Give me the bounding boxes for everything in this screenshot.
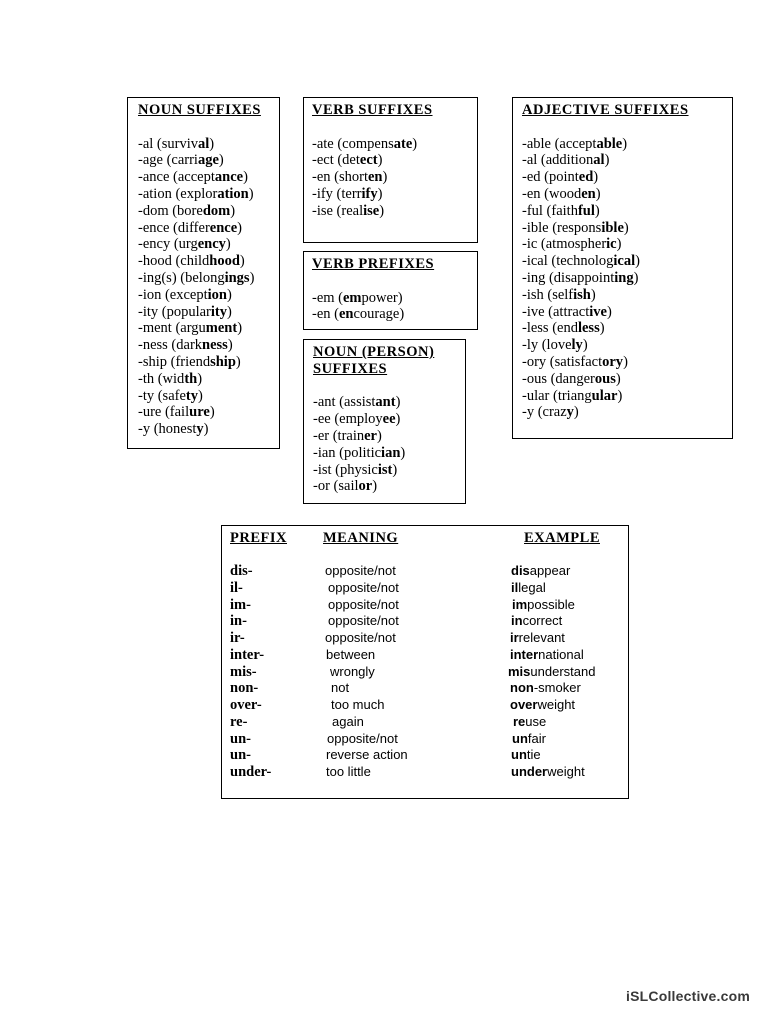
example-prefix-highlight: non: [510, 680, 534, 696]
item-text: ): [209, 135, 215, 152]
verb-prefixes-list: [312, 290, 477, 324]
table-row: [222, 697, 628, 714]
affix-highlight: ance: [214, 169, 244, 186]
meaning-cell: opposite/not: [325, 630, 396, 646]
example-rest: national: [538, 646, 584, 662]
affix-highlight: dom: [202, 202, 231, 219]
example-prefix-highlight: im: [512, 596, 528, 612]
example-cell: [510, 647, 584, 664]
item-text: -ness (dark: [138, 337, 203, 354]
prefix-cell: ir-: [230, 630, 245, 647]
list-item: [138, 152, 279, 169]
verb-prefixes-title: VERB PREFIXES: [312, 256, 435, 272]
item-text: -ee (employ: [313, 411, 383, 428]
item-text: -ion (except: [138, 286, 208, 303]
prefix-cell: inter-: [230, 646, 265, 663]
affix-highlight: ship: [210, 353, 236, 370]
meaning-cell: opposite/not: [328, 596, 399, 612]
item-text: ): [400, 444, 406, 461]
example-cell: [510, 630, 565, 647]
header-example: EXAMPLE: [524, 529, 600, 546]
example-cell: [508, 664, 595, 681]
item-text: ): [594, 202, 600, 219]
affix-highlight: ant: [375, 394, 396, 411]
example-prefix-highlight: dis: [511, 563, 530, 579]
affix-highlight: ive: [589, 303, 607, 320]
list-item: [138, 270, 279, 287]
affix-highlight: en: [581, 185, 596, 202]
meaning-cell: again: [332, 713, 364, 729]
example-cell: [513, 714, 546, 731]
affix-highlight: er: [364, 427, 377, 444]
affix-highlight: ory: [602, 353, 624, 370]
list-item: [312, 306, 477, 323]
item-text: -able (accept: [522, 135, 597, 152]
item-text: -ate (compens: [312, 135, 394, 152]
list-item: [312, 290, 477, 307]
prefix-cell: im-: [230, 596, 251, 613]
list-item: [138, 304, 279, 321]
list-item: [138, 421, 279, 438]
table-row: [222, 764, 628, 781]
affix-highlight: hood: [209, 253, 240, 270]
item-text: ): [235, 353, 241, 370]
item-text: -ist (physic: [313, 461, 378, 478]
item-text: -er (train: [313, 427, 365, 444]
affix-highlight: ous: [594, 370, 616, 387]
list-item: [313, 394, 465, 411]
prefix-cell: dis-: [230, 563, 253, 580]
example-cell: [511, 764, 585, 781]
example-prefix-highlight: over: [510, 697, 538, 713]
noun-suffixes-list: [138, 136, 279, 438]
prefix-cell: mis-: [230, 663, 257, 680]
item-text: ): [395, 411, 401, 428]
affix-highlight: en: [338, 306, 354, 323]
item-text: -ory (satisfact: [522, 353, 603, 370]
list-item: [313, 462, 465, 479]
meaning-cell: opposite/not: [327, 730, 398, 746]
item-text: ): [599, 320, 605, 337]
list-item: [522, 136, 732, 153]
list-item: [522, 320, 732, 337]
affix-highlight: ible: [601, 219, 624, 236]
example-rest: weight: [537, 697, 576, 713]
meaning-cell: not: [331, 680, 350, 696]
item-text: ): [197, 370, 203, 387]
item-text: -ive (attract: [522, 303, 590, 320]
adjective-suffixes-box: [512, 97, 733, 439]
list-item: [522, 354, 732, 371]
item-text: ): [248, 185, 254, 202]
prefix-cell: under-: [230, 764, 272, 781]
affix-highlight: al: [198, 135, 210, 152]
noun-person-suffixes-title: NOUN (PERSON) SUFFIXES: [313, 344, 435, 377]
noun-person-suffixes-list: [313, 394, 465, 495]
item-text: ): [606, 303, 612, 320]
list-item: [522, 337, 732, 354]
item-text: -ise (real: [312, 202, 364, 219]
list-item: [522, 304, 732, 321]
item-text: ): [237, 219, 242, 236]
table-row: [222, 731, 628, 748]
affix-highlight: ty: [185, 387, 198, 404]
table-row: [222, 747, 628, 764]
affix-highlight: ency: [197, 236, 226, 253]
prefix-table-body: [222, 563, 628, 781]
item-text: ): [203, 421, 209, 438]
item-text: ): [623, 219, 629, 236]
table-row: [222, 714, 628, 731]
item-text: ): [218, 152, 224, 169]
affix-highlight: ian: [381, 444, 401, 461]
list-item: [522, 169, 732, 186]
prefix-cell: il-: [230, 579, 243, 596]
meaning-cell: reverse action: [326, 747, 408, 763]
list-item: [313, 411, 465, 428]
item-text: -ment (argu: [138, 320, 206, 337]
list-item: [522, 388, 732, 405]
item-text: ): [617, 387, 623, 404]
affix-highlight: ect: [359, 152, 378, 169]
item-text: -hood (child: [138, 253, 210, 270]
list-item: [522, 236, 732, 253]
list-item: [312, 169, 477, 186]
verb-suffixes-list: [312, 136, 477, 220]
item-text: -ed (point: [522, 169, 579, 186]
example-prefix-highlight: ir: [510, 630, 519, 646]
list-item: [138, 287, 279, 304]
verb-prefixes-box: [303, 251, 478, 330]
list-item: [138, 337, 279, 354]
example-cell: [511, 613, 562, 630]
list-item: [312, 152, 477, 169]
list-item: [313, 478, 465, 495]
adjective-suffixes-list: [522, 136, 732, 422]
affix-highlight: ish: [573, 286, 591, 303]
item-text: -ish (self: [522, 286, 574, 303]
item-text: ): [395, 394, 401, 411]
affix-highlight: en: [367, 169, 383, 186]
list-item: [522, 404, 732, 421]
meaning-cell: opposite/not: [325, 563, 396, 579]
meaning-cell: opposite/not: [328, 613, 399, 629]
item-text: ): [227, 286, 232, 303]
list-item: [522, 203, 732, 220]
item-text: -ty (safe: [138, 387, 186, 404]
affix-highlight: ence: [209, 219, 238, 236]
item-text: ): [243, 169, 248, 186]
item-text: -ly (love: [522, 337, 572, 354]
example-cell: [510, 680, 581, 697]
affix-highlight: em: [343, 289, 362, 306]
affix-highlight: able: [596, 135, 623, 152]
affix-highlight: ise: [363, 202, 380, 219]
item-text: -al (surviv: [138, 135, 198, 152]
verb-suffixes-box: [303, 97, 478, 243]
list-item: [313, 445, 465, 462]
example-rest: appear: [529, 563, 571, 579]
affix-highlight: ity: [210, 303, 227, 320]
example-prefix-highlight: under: [511, 764, 548, 780]
meaning-cell: wrongly: [330, 663, 375, 679]
affix-highlight: ify: [361, 185, 378, 202]
item-text: ): [590, 286, 596, 303]
affix-highlight: ure: [189, 404, 210, 421]
item-text: ): [209, 404, 215, 421]
item-text: -ity (popular: [138, 303, 211, 320]
affix-highlight: or: [358, 478, 373, 495]
item-text: ): [377, 185, 383, 202]
item-text: ): [622, 135, 628, 152]
list-item: [138, 136, 279, 153]
list-item: [522, 253, 732, 270]
item-text: ): [615, 370, 621, 387]
item-text: ): [382, 169, 388, 186]
item-text: ): [392, 461, 398, 478]
item-text: -en (wood: [522, 185, 582, 202]
list-item: [522, 270, 732, 287]
list-item: [522, 287, 732, 304]
item-text: -ian (politic: [313, 444, 382, 461]
item-text: -ing(s) (belong: [138, 269, 225, 286]
affix-highlight: y: [196, 421, 204, 438]
item-text: -or (sail: [313, 478, 359, 495]
item-text: -ic (atmospher: [522, 236, 607, 253]
prefix-cell: non-: [230, 680, 259, 697]
example-cell: [510, 697, 575, 714]
affix-highlight: ed: [578, 169, 594, 186]
affix-highlight: ical: [613, 253, 636, 270]
item-text: -ect (det: [312, 152, 360, 169]
affix-highlight: y: [566, 404, 574, 421]
adjective-suffixes-title: ADJECTIVE SUFFIXES: [522, 102, 689, 118]
list-item: [138, 236, 279, 253]
list-item: [138, 169, 279, 186]
list-item: [138, 404, 279, 421]
table-row: [222, 630, 628, 647]
example-prefix-highlight: re: [513, 713, 526, 729]
list-item: [138, 186, 279, 203]
list-item: [522, 371, 732, 388]
affix-highlight: al: [593, 152, 605, 169]
table-row: [222, 580, 628, 597]
example-prefix-highlight: un: [512, 730, 528, 746]
item-text: ): [595, 185, 601, 202]
list-item: [522, 220, 732, 237]
list-item: [522, 186, 732, 203]
item-text: -ance (accept: [138, 169, 215, 186]
item-text: -ing (disappoint: [522, 269, 615, 286]
affix-highlight: ful: [577, 202, 595, 219]
example-rest: correct: [522, 613, 563, 629]
table-row: [222, 680, 628, 697]
table-row: [222, 597, 628, 614]
list-item: [138, 371, 279, 388]
item-text: ): [249, 269, 255, 286]
item-text: -dom (bore: [138, 202, 203, 219]
example-prefix-highlight: inter: [510, 646, 539, 662]
item-text: power): [361, 289, 403, 306]
example-cell: [511, 747, 541, 764]
example-rest: relevant: [518, 630, 565, 646]
item-text: -less (end: [522, 320, 578, 337]
item-text: -th (wid: [138, 370, 185, 387]
table-row: [222, 563, 628, 580]
header-meaning: MEANING: [323, 529, 399, 546]
item-text: -ship (friend: [138, 353, 211, 370]
list-item: [313, 428, 465, 445]
list-item: [312, 136, 477, 153]
meaning-cell: opposite/not: [328, 579, 399, 595]
item-text: -ency (urg: [138, 236, 198, 253]
affix-highlight: th: [184, 370, 198, 387]
item-text: ): [616, 236, 622, 253]
item-text: ): [635, 253, 640, 270]
affix-highlight: ular: [591, 387, 618, 404]
item-text: -ify (terr: [312, 185, 362, 202]
example-rest: -smoker: [533, 680, 581, 696]
item-text: ): [593, 169, 599, 186]
meaning-cell: between: [326, 646, 376, 662]
table-row: [222, 664, 628, 681]
item-text: ): [412, 135, 418, 152]
item-text: ): [372, 478, 378, 495]
list-item: [312, 186, 477, 203]
item-text: -age (carri: [138, 152, 198, 169]
prefix-cell: re-: [230, 713, 248, 730]
item-text: -ful (faith: [522, 202, 578, 219]
item-text: -ence (differ: [138, 219, 210, 236]
item-text: -ular (triang: [522, 387, 592, 404]
verb-suffixes-title: VERB SUFFIXES: [312, 102, 433, 118]
example-rest: legal: [518, 579, 546, 595]
example-cell: [512, 731, 546, 748]
item-text: -ous (danger: [522, 370, 595, 387]
affix-highlight: ly: [571, 337, 583, 354]
item-text: ): [225, 236, 231, 253]
affix-highlight: ment: [205, 320, 238, 337]
example-prefix-highlight: un: [511, 747, 527, 763]
affix-highlight: ate: [393, 135, 413, 152]
item-text: -ation (explor: [138, 185, 218, 202]
example-cell: [511, 563, 570, 580]
affix-highlight: ion: [207, 286, 227, 303]
item-text: ): [237, 320, 243, 337]
prefix-cell: over-: [230, 697, 262, 714]
example-rest: fair: [527, 730, 546, 746]
item-text: -ure (fail: [138, 404, 190, 421]
list-item: [138, 320, 279, 337]
table-row: [222, 647, 628, 664]
example-rest: weight: [547, 764, 585, 780]
affix-highlight: ic: [606, 236, 617, 253]
item-text: -en (: [312, 306, 339, 323]
noun-person-suffixes-box: [303, 339, 466, 504]
list-item: [138, 354, 279, 371]
example-prefix-highlight: mis: [508, 663, 531, 679]
example-prefix-highlight: in: [511, 613, 523, 629]
affix-highlight: ings: [224, 269, 250, 286]
noun-suffixes-box: [127, 97, 280, 449]
item-text: -ical (technolog: [522, 253, 614, 270]
item-text: ): [582, 337, 588, 354]
item-text: ): [227, 337, 233, 354]
item-text: ): [227, 303, 232, 320]
example-rest: understand: [530, 663, 596, 679]
item-text: ): [198, 387, 203, 404]
prefix-cell: un-: [230, 747, 251, 764]
header-prefix: PREFIX: [230, 529, 287, 546]
item-text: ): [377, 427, 382, 444]
item-text: -al (addition: [522, 152, 594, 169]
item-text: ): [230, 202, 236, 219]
affix-highlight: ation: [217, 185, 249, 202]
item-text: ): [604, 152, 610, 169]
example-cell: [512, 597, 575, 614]
prefix-cell: in-: [230, 613, 247, 630]
noun-suffixes-title: NOUN SUFFIXES: [138, 102, 261, 118]
prefix-cell: un-: [230, 730, 251, 747]
item-text: -y (craz: [522, 404, 567, 421]
item-text: ): [239, 253, 245, 270]
item-text: ): [623, 353, 628, 370]
item-text: -en (short: [312, 169, 368, 186]
item-text: ): [379, 202, 385, 219]
affix-highlight: ing: [614, 269, 634, 286]
table-row: [222, 613, 628, 630]
item-text: ): [573, 404, 579, 421]
item-text: ): [377, 152, 383, 169]
item-text: -em (: [312, 289, 343, 306]
prefix-table-header: [222, 530, 628, 547]
item-text: ): [633, 269, 639, 286]
affix-highlight: age: [197, 152, 219, 169]
example-prefix-highlight: il: [511, 579, 519, 595]
list-item: [138, 220, 279, 237]
item-text: -ible (respons: [522, 219, 602, 236]
example-cell: [511, 580, 546, 597]
list-item: [138, 388, 279, 405]
list-item: [138, 253, 279, 270]
affix-highlight: less: [577, 320, 600, 337]
affix-highlight: ist: [377, 461, 393, 478]
item-text: courage): [353, 306, 405, 323]
item-text: -ant (assist: [313, 394, 376, 411]
list-item: [138, 203, 279, 220]
meaning-cell: too little: [326, 764, 371, 780]
prefix-table: [221, 525, 629, 799]
affix-highlight: ness: [202, 337, 228, 354]
list-item: [522, 152, 732, 169]
site-watermark: iSLCollective.com: [626, 988, 750, 1004]
affix-highlight: ee: [382, 411, 396, 428]
example-rest: possible: [527, 596, 575, 612]
meaning-cell: too much: [331, 697, 385, 713]
example-rest: tie: [526, 747, 541, 763]
item-text: -y (honest: [138, 421, 197, 438]
list-item: [312, 203, 477, 220]
example-rest: use: [525, 713, 547, 729]
